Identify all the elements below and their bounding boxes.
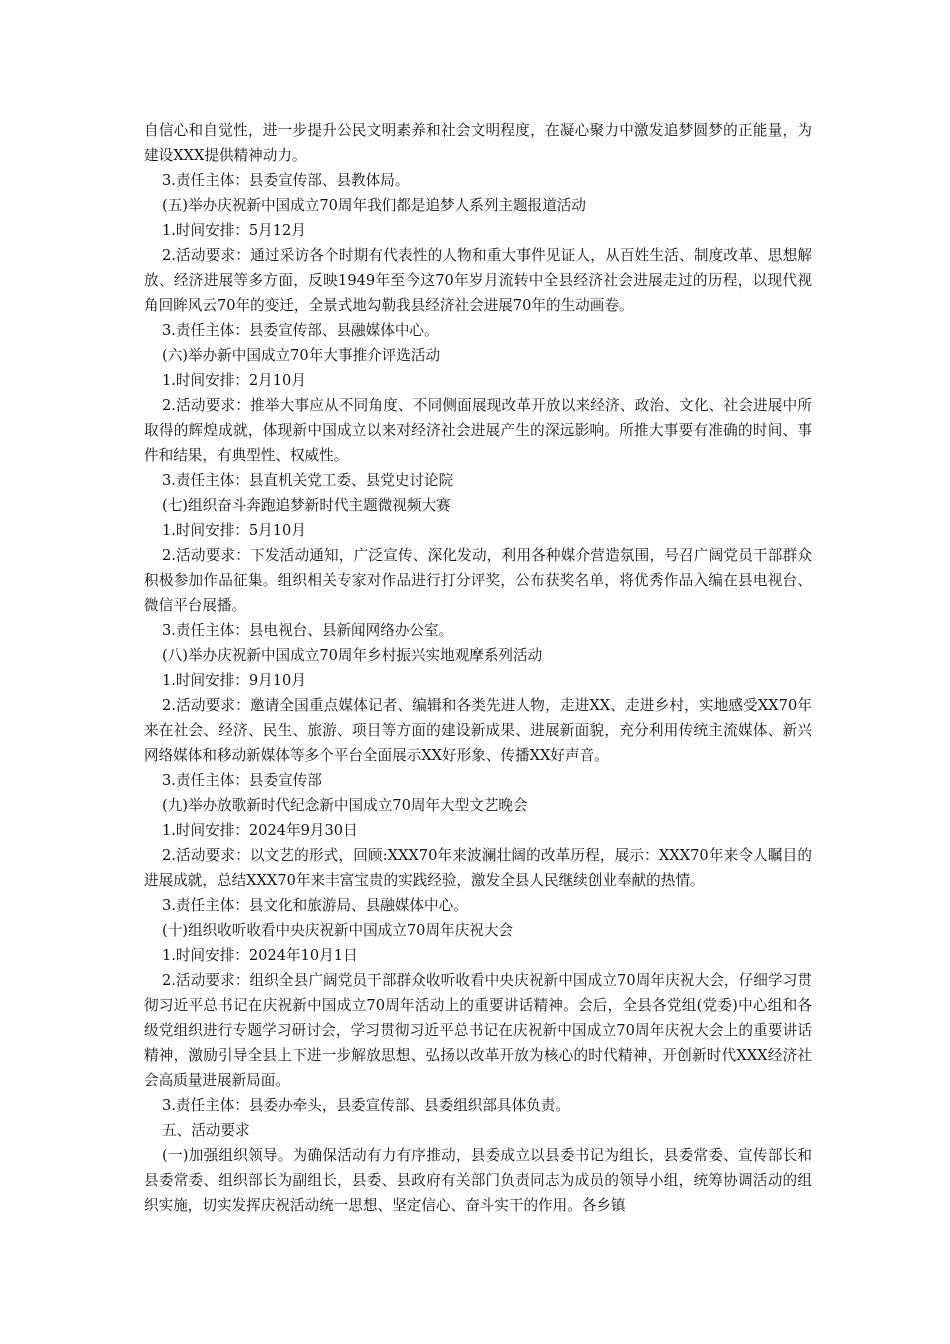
paragraph: 1.时间安排：2024年9月30日	[162, 822, 358, 839]
paragraph: 2.活动要求：以文艺的形式，回顾:XXX70年来波澜壮阔的改革历程，展示：XXX70年来令人瞩目的进展成就，总结XXX70年来丰富宝贵的实践经验，激发全县人民继续创业奉献的热情。	[144, 847, 812, 889]
paragraph: 3.责任主体：县委办牵头，县委宣传部、县委组织部具体负责。	[162, 1097, 570, 1114]
paragraph: (八)举办庆祝新中国成立70周年乡村振兴实地观摩系列活动	[162, 647, 543, 664]
paragraph: 1.时间安排：2024年10月1日	[162, 947, 358, 964]
paragraph: 3.责任主体：县委宣传部	[162, 772, 322, 789]
paragraph: (七)组织奋斗奔跑追梦新时代主题微视频大赛	[162, 497, 451, 514]
paragraph: 1.时间安排：5月12月	[162, 222, 306, 239]
paragraph: 自信心和自觉性，进一步提升公民文明素养和社会文明程度，在凝心聚力中激发追梦圆梦的正能量，为建设XXX提供精神动力。	[144, 122, 812, 164]
paragraph: (十)组织收听收看中央庆祝新中国成立70周年庆祝大会	[162, 922, 514, 939]
paragraph: 五、活动要求	[162, 1122, 250, 1139]
paragraph: 3.责任主体：县电视台、县新闻网络办公室。	[162, 622, 454, 639]
paragraph: 1.时间安排：5月10月	[162, 522, 306, 539]
paragraph: 2.活动要求：下发活动通知，广泛宣传、深化发动，利用各种媒介营造氛围，号召广阔党员干部群众积极参加作品征集。组织相关专家对作品进行打分评奖，公布获奖名单，将优秀作品入编在县电视台、微信平台展播。	[144, 547, 812, 614]
paragraph: 2.活动要求：邀请全国重点媒体记者、编辑和各类先进人物，走进XX、走进乡村，实地感受XX70年来在社会、经济、民生、旅游、项目等方面的建设新成果、进展新面貌，充分利用传统主流媒体、新兴网络媒体和移动新媒体等多个平台全面展示XX好形象、传播XX好声音。	[144, 697, 812, 764]
paragraph: (九)举办放歌新时代纪念新中国成立70周年大型文艺晚会	[162, 797, 528, 814]
document-page	[144, 118, 812, 1218]
paragraph: 3.责任主体：县文化和旅游局、县融媒体中心。	[162, 897, 468, 914]
paragraph: 3.责任主体：县委宣传部、县教体局。	[162, 172, 410, 189]
paragraph: (五)举办庆祝新中国成立70周年我们都是追梦人系列主题报道活动	[162, 197, 586, 214]
paragraph: 1.时间安排：9月10月	[162, 672, 306, 689]
paragraph: 2.活动要求：通过采访各个时期有代表性的人物和重大事件见证人，从百姓生活、制度改革、思想解放、经济进展等多方面，反映1949年至今这70年岁月流转中全县经济社会进展走过的历程，以现代视角回眸风云70年的变迁，全景式地勾勒我县经济社会进展70年的生动画卷。	[144, 247, 812, 314]
paragraph: 3.责任主体：县委宣传部、县融媒体中心。	[162, 322, 439, 339]
paragraph: (一)加强组织领导。为确保活动有力有序推动，县委成立以县委书记为组长，县委常委、宣传部长和县委常委、组织部长为副组长，县委、县政府有关部门负责同志为成员的领导小组，统筹协调活动的组织实施，切实发挥庆祝活动统一思想、坚定信心、奋斗实干的作用。各乡镇	[144, 1147, 812, 1214]
paragraph: 2.活动要求：推举大事应从不同角度、不同侧面展现改革开放以来经济、政治、文化、社会进展中所取得的辉煌成就，体现新中国成立以来对经济社会进展产生的深远影响。所推大事要有准确的时间、事件和结果，有典型性、权威性。	[144, 397, 812, 464]
paragraph: 2.活动要求：组织全县广阔党员干部群众收听收看中央庆祝新中国成立70周年庆祝大会，仔细学习贯彻习近平总书记在庆祝新中国成立70周年活动上的重要讲话精神。会后，全县各党组(党委)中心组和各级党组织进行专题学习研讨会，学习贯彻习近平总书记在庆祝新中国成立70周年庆祝大会上的重要讲话精神，激励引导全县上下进一步解放思想、弘扬以改革开放为核心的时代精神，开创新时代XXX经济社会高质量进展新局面。	[144, 972, 812, 1089]
paragraph: 1.时间安排：2月10月	[162, 372, 306, 389]
paragraph: (六)举办新中国成立70年大事推介评选活动	[162, 347, 441, 364]
paragraph: 3.责任主体：县直机关党工委、县党史讨论院	[162, 472, 454, 489]
